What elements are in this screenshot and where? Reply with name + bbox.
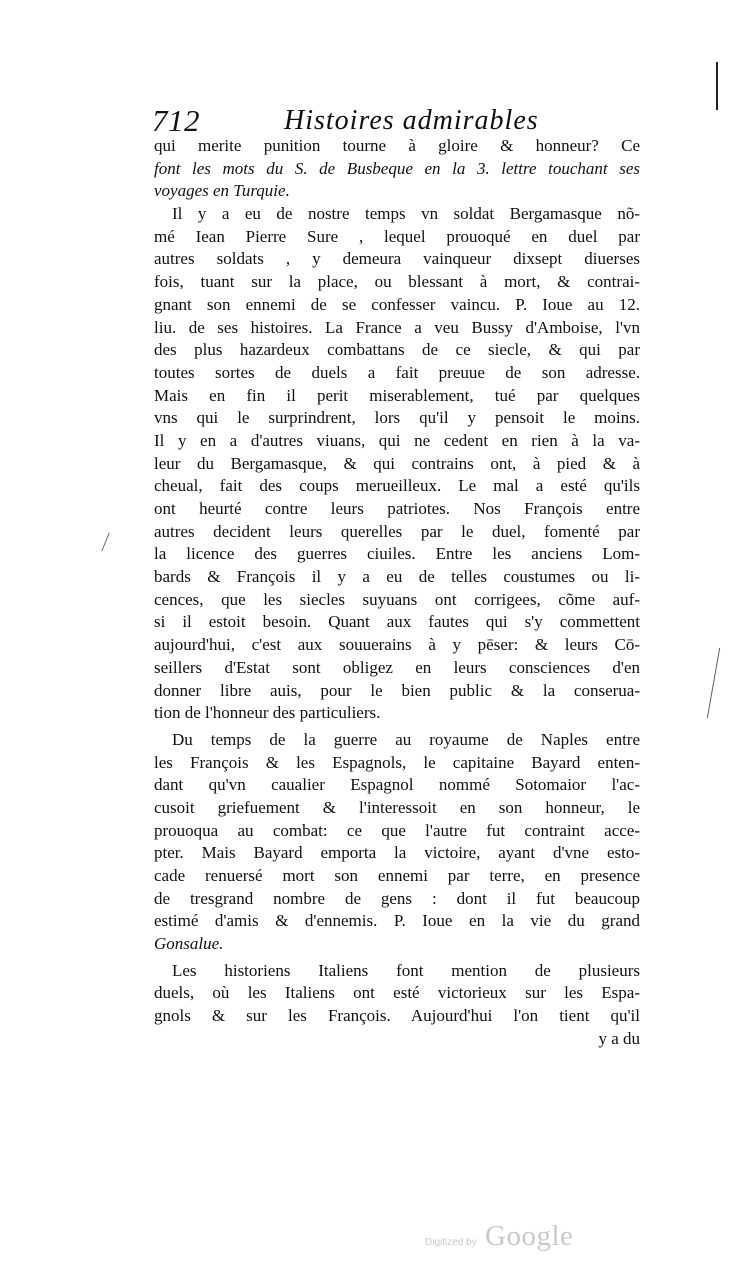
text-line: estimé d'amis & d'ennemis. P. Ioue en la vie du grand xyxy=(154,911,640,931)
text-line: font les mots du S. de Busbeque en la 3. lettre touchant ses xyxy=(154,158,640,178)
text-line: Gonsalue. xyxy=(154,934,224,954)
text-line: cheual, fait des coups merueilleux. Le mal a esté qu'ils xyxy=(154,476,640,496)
text-line: fois, tuant sur la place, ou blessant à mort, & contrai- xyxy=(154,272,640,292)
text-line: gnols & sur les François. Aujourd'hui l'on tient qu'il xyxy=(154,1006,640,1026)
text-line: duels, où les Italiens ont esté victorieux sur les Espa- xyxy=(154,983,640,1003)
page-edge-mark xyxy=(716,62,718,110)
margin-mark-right xyxy=(707,648,720,718)
text-line: gnant son ennemi de se confesser vaincu. P. Ioue au 12. xyxy=(154,294,640,314)
google-watermark-small: Digitized by xyxy=(425,1237,477,1248)
text-line: Il y en a d'autres viuans, qui ne cedent en rien à la va- xyxy=(154,430,640,450)
text-line: cences, que les siecles suyuans ont corrigees, cõme auf- xyxy=(154,589,640,609)
text-line: pter. Mais Bayard emporta la victoire, ayant d'vne esto- xyxy=(154,843,640,863)
running-title: Histoires admirables xyxy=(284,105,539,136)
text-line: Du temps de la guerre au royaume de Naples entre xyxy=(172,729,640,749)
google-watermark xyxy=(425,1220,595,1260)
text-line: de tresgrand nombre de gens : dont il fut beaucoup xyxy=(154,888,640,908)
text-line: ont heurté contre leurs patriotes. Nos François entre xyxy=(154,499,640,518)
text-line: voyages en Turquie. xyxy=(154,181,290,201)
text-line: autres decident leurs querelles par le duel, fomenté par xyxy=(154,521,640,541)
text-line: donner libre auis, pour le bien public & la conserua- xyxy=(154,680,640,700)
text-line: cusoit griefuement & l'interessoit en son honneur, le xyxy=(154,797,640,817)
text-line: dant qu'vn caualier Espagnol nommé Sotomaior l'ac- xyxy=(154,775,640,795)
text-line: vns qui le surprindrent, lors qu'il y pensoit le moins. xyxy=(154,408,640,428)
text-line: la licence des guerres ciuiles. Entre les anciens Lom- xyxy=(154,544,640,564)
text-line: tion de l'honneur des particuliers. xyxy=(154,703,381,723)
text-line: Il y a eu de nostre temps vn soldat Bergamasque nõ- xyxy=(172,204,640,224)
text-line: qui merite punition tourne à gloire & honneur? Ce xyxy=(154,136,640,155)
text-line: si il estoit besoin. Quant aux fautes qui s'y commettent xyxy=(154,612,640,632)
page-header xyxy=(152,104,640,138)
text-line: les François & les Espagnols, le capitaine Bayard enten- xyxy=(154,752,640,772)
text-line: Mais en fin il perit miserablement, tué par quelques xyxy=(154,385,640,405)
body-text xyxy=(154,135,640,1051)
text-line: Les historiens Italiens font mention de plusieurs xyxy=(172,960,640,980)
text-line: toutes sortes de duels a fait preuue de son adresse. xyxy=(154,362,640,382)
margin-mark-left xyxy=(101,533,109,552)
text-line: seillers d'Estat sont obligez en leurs consciences d'en xyxy=(154,657,640,677)
text-line: prouoqua au combat: ce que l'autre fut contraint acce- xyxy=(154,820,640,840)
text-line: autres soldats , y demeura vainqueur dixsept diuerses xyxy=(154,249,640,269)
text-line: bards & François il y a eu de telles coustumes ou li- xyxy=(154,567,640,587)
text-line: mé Iean Pierre Sure , lequel prouoqué en duel par xyxy=(154,226,640,246)
text-line: leur du Bergamasque, & qui contrains ont, à pied & à xyxy=(154,453,640,473)
google-watermark-logo: Google xyxy=(485,1220,574,1252)
text-line: liu. de ses histoires. La France a veu Bussy d'Amboise, l'vn xyxy=(154,317,640,337)
text-line: des plus hazardeux combattans de ce siecle, & qui par xyxy=(154,340,640,360)
text-line: y a du xyxy=(598,1028,640,1048)
text-line: cade renuersé mort son ennemi par terre, en presence xyxy=(154,866,640,885)
text-line: aujourd'hui, c'est aux souuerains à y pēser: & leurs Cō- xyxy=(154,635,640,655)
page-number: 712 xyxy=(152,103,200,138)
